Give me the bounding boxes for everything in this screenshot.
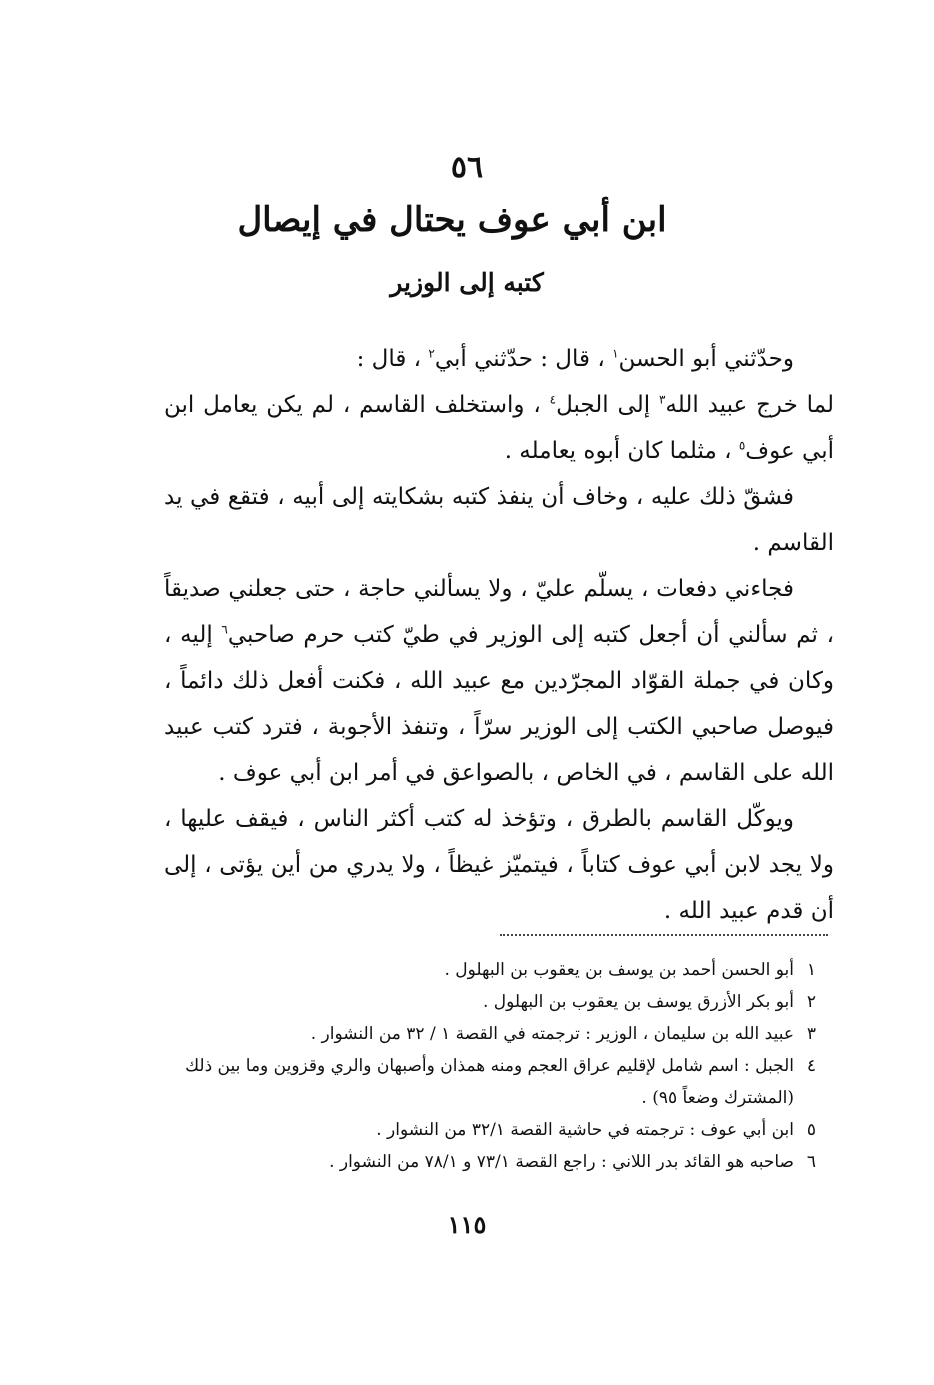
story-number: ٥٦ (450, 150, 484, 185)
footnote-text: أبو الحسن أحمد بن يوسف بن يعقوب بن البهلول . (444, 960, 794, 980)
text-span: إليه ، وكان في جملة القوّاد المجرّدين مع عبيد الله ، فكنت أفعل ذلك دائماً ، فيوصل صاحبي الكتب إلى الوزير سرّاً ، وتنفذ الأجوبة ، فترد كتب عبيد الله على القاسم ، في الخاص ، بالصواعق في أمر ابن أبي عوف . (164, 622, 834, 786)
footnote-number: ١ (806, 960, 816, 980)
footnote-number: ٣ (806, 1024, 816, 1044)
footnote-3 (156, 1018, 816, 1050)
footnote-ref-3: ٣ (658, 392, 666, 407)
paragraph-2 (164, 382, 834, 474)
text-span: ، قال : حدّثني أبي (434, 346, 613, 372)
story-subtitle: كتبه إلى الوزير (390, 268, 544, 297)
footnote-ref-1: ١ (612, 346, 619, 361)
footnote-ref-6: ٦ (221, 622, 228, 637)
text-span: ، مثلما كان أبوه يعامله . (504, 438, 739, 464)
footnote-ref-2: ٢ (428, 346, 435, 361)
text-span: وحدّثني أبو الحسن (618, 346, 794, 372)
footnote-ref-4: ٤ (549, 392, 557, 407)
paragraph-1 (164, 336, 834, 382)
footnote-1 (156, 954, 816, 986)
text-span: فجاءني دفعات ، يسلّم عليّ ، ولا يسألني حاجة ، حتى جعلني صديقاً ، ثم سألني أن أجعل كتبه إلى الوزير في طيّ كتب حرم صاحبي (164, 576, 834, 648)
footnote-2 (156, 986, 816, 1018)
footnote-number: ٢ (806, 992, 816, 1012)
footnote-text: ابن أبي عوف : ترجمته في حاشية القصة ٣٢/١ من النشوار . (376, 1120, 794, 1140)
paragraph-5: ويوكّل القاسم بالطرق ، وتؤخذ له كتب أكثر الناس ، فيقف عليها ، ولا يجد لابن أبي عوف كتاباً ، فيتميّز غيظاً ، ولا يدري من أين يؤتى ، إلى أن قدم عبيد الله . (164, 806, 834, 924)
paragraph-3: فشقّ ذلك عليه ، وخاف أن ينفذ كتبه بشكايته إلى أبيه ، فتقع في يد القاسم . (164, 484, 834, 556)
footnote-number: ٤ (806, 1056, 816, 1076)
footnotes (156, 954, 816, 1178)
text-span: لما خرج عبيد الله (665, 392, 834, 418)
footnote-divider (500, 934, 828, 936)
footnote-6 (156, 1146, 816, 1178)
footnote-number: ٦ (806, 1152, 816, 1172)
text-span: إلى الجبل (556, 392, 659, 418)
story-body (164, 336, 834, 934)
footnote-text: عبيد الله بن سليمان ، الوزير : ترجمته في القصة ١ / ٣٢ من النشوار . (310, 1024, 794, 1044)
text-span: ، قال : (356, 346, 429, 372)
paragraph-4 (164, 566, 834, 796)
footnote-text: صاحبه هو القائد بدر اللاني : راجع القصة ٧٣/١ و ٧٨/١ من النشوار . (329, 1152, 794, 1172)
footnote-number: ٥ (806, 1120, 816, 1140)
footnote-4 (156, 1050, 816, 1114)
text-span: ، واستخلف القاسم ، لم يكن يعامل ابن أبي عوف (164, 392, 834, 464)
page-number: ١١٥ (447, 1210, 487, 1239)
footnote-5 (156, 1114, 816, 1146)
footnote-text: أبو بكر الأزرق يوسف بن يعقوب بن البهلول . (482, 992, 794, 1012)
footnote-ref-5: ٥ (738, 438, 746, 453)
footnote-text: الجبل : اسم شامل لإقليم عراق العجم ومنه همذان وأصبهان والري وقزوين وما بين ذلك (المشترك وضعاً ٩٥) . (185, 1056, 794, 1108)
story-title: ابن أبي عوف يحتال في إيصال (237, 200, 667, 240)
